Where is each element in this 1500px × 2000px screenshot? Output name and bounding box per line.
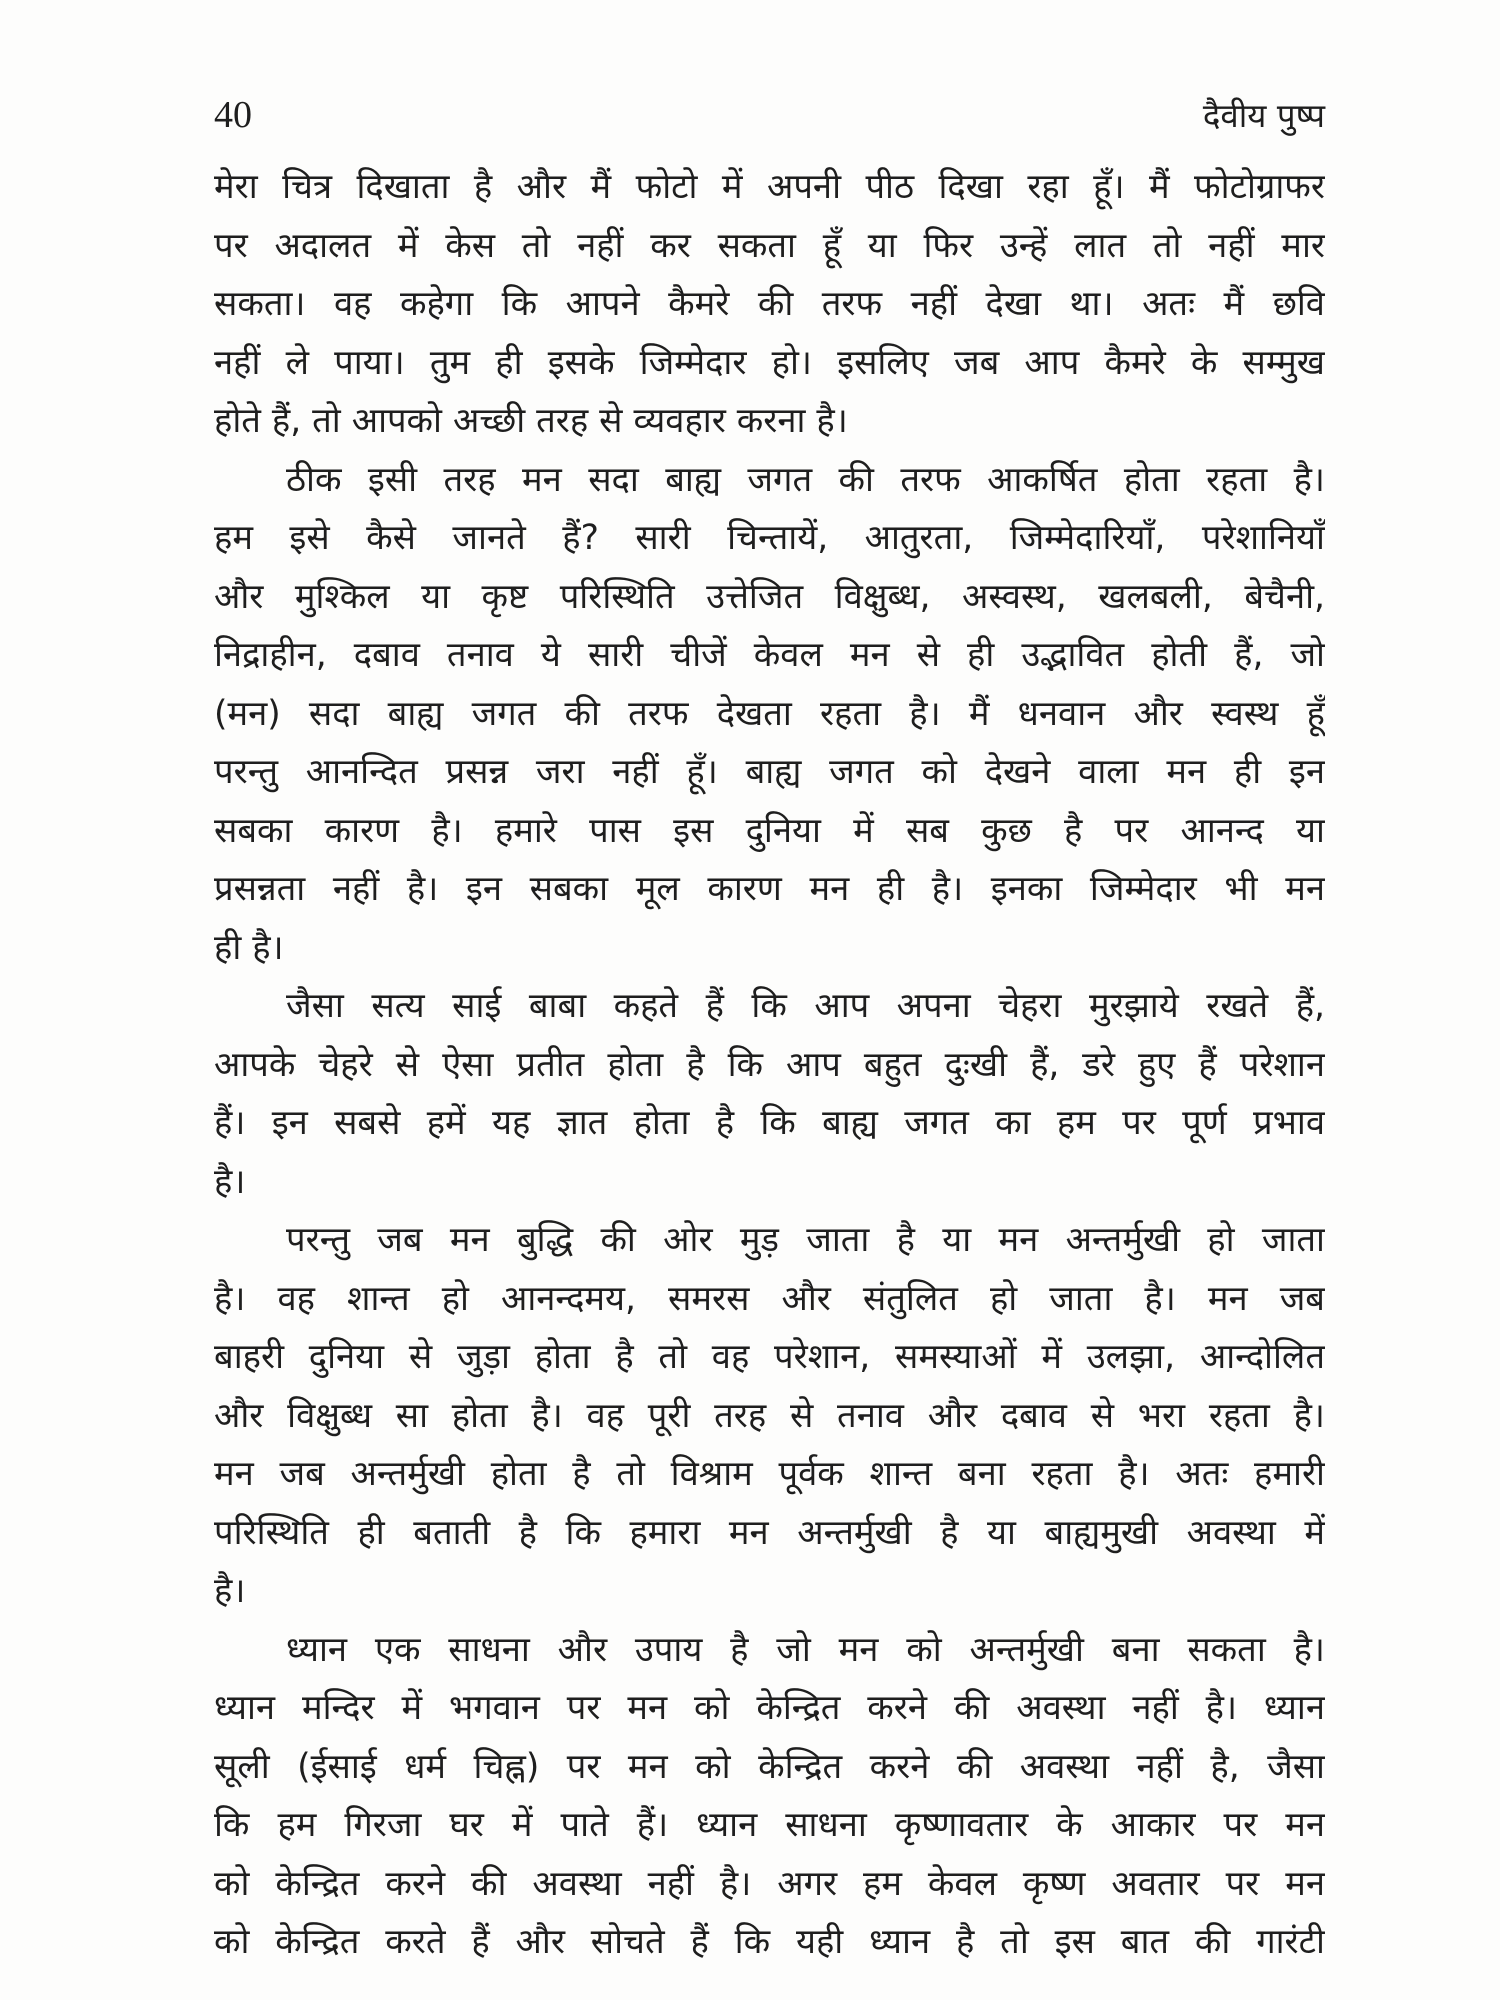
text-line: सकता। वह कहेगा कि आपने कैमरे की तरफ नहीं देखा था। अतः मैं छवि bbox=[214, 284, 1325, 324]
text-line: ठीक इसी तरह मन सदा बाह्य जगत की तरफ आकर्षित होता रहता है। bbox=[286, 459, 1325, 500]
text-line: परन्तु आनन्दित प्रसन्न जरा नहीं हूँ। बाह्य जगत को देखने वाला मन ही इन bbox=[214, 752, 1325, 792]
text-line: जैसा सत्य साई बाबा कहते हैं कि आप अपना चेहरा मुरझाये रखते हैं, bbox=[286, 986, 1325, 1026]
text-line: को केन्द्रित करने की अवस्था नहीं है। अगर हम केवल कृष्ण अवतार पर मन bbox=[214, 1863, 1325, 1904]
text-line: पर अदालत में केस तो नहीं कर सकता हूँ या फिर उन्हें लात तो नहीं मार bbox=[214, 225, 1325, 266]
text-line: होते हैं, तो आपको अच्छी तरह से व्यवहार करना है। bbox=[214, 401, 848, 441]
text-line: ही है। bbox=[214, 927, 284, 968]
book-title: दैवीय पुष्प bbox=[1202, 96, 1325, 135]
paragraph-1 bbox=[214, 158, 1325, 451]
text-line: परिस्थिति ही बताती है कि हमारा मन अन्तर्मुखी है या बाह्यमुखी अवस्था में bbox=[214, 1512, 1325, 1553]
text-line: बाहरी दुनिया से जुड़ा होता है तो वह परेशान, समस्याओं में उलझा, आन्दोलित bbox=[214, 1337, 1325, 1377]
text-line: हम इसे कैसे जानते हैं? सारी चिन्तायें, आतुरता, जिम्मेदारियाँ, परेशानियाँ bbox=[214, 518, 1325, 558]
text-line: को केन्द्रित करते हैं और सोचते हैं कि यही ध्यान है तो इस बात की गारंटी bbox=[214, 1922, 1325, 1962]
page-number: 40 bbox=[214, 94, 252, 136]
text-line: है। bbox=[214, 1161, 246, 1202]
text-line: (मन) सदा बाह्य जगत की तरफ देखता रहता है। मैं धनवान और स्वस्थ हूँ bbox=[214, 693, 1325, 734]
text-line: सबका कारण है। हमारे पास इस दुनिया में सब कुछ है पर आनन्द या bbox=[214, 810, 1325, 851]
body-text bbox=[214, 158, 1325, 1972]
text-line: सूली (ईसाई धर्म चिह्न) पर मन को केन्द्रित करने की अवस्था नहीं है, जैसा bbox=[214, 1746, 1325, 1787]
text-line: ध्यान मन्दिर में भगवान पर मन को केन्द्रित करने की अवस्था नहीं है। ध्यान bbox=[214, 1688, 1325, 1728]
text-line: आपके चेहरे से ऐसा प्रतीत होता है कि आप बहुत दुःखी हैं, डरे हुए हैं परेशान bbox=[214, 1044, 1325, 1085]
text-line: है। वह शान्त हो आनन्दमय, समरस और संतुलित हो जाता है। मन जब bbox=[214, 1278, 1325, 1319]
text-line: प्रसन्नता नहीं है। इन सबका मूल कारण मन ही है। इनका जिम्मेदार भी मन bbox=[214, 869, 1325, 909]
text-line: हैं। इन सबसे हमें यह ज्ञात होता है कि बाह्य जगत का हम पर पूर्ण प्रभाव bbox=[214, 1103, 1325, 1143]
paragraph-4 bbox=[214, 1211, 1325, 1621]
text-line: परन्तु जब मन बुद्धि की ओर मुड़ जाता है या मन अन्तर्मुखी हो जाता bbox=[286, 1220, 1325, 1260]
paragraph-2 bbox=[214, 451, 1325, 978]
text-line: और मुश्किल या कृष्ट परिस्थिति उत्तेजित विक्षुब्ध, अस्वस्थ, खलबली, बेचैनी, bbox=[214, 576, 1325, 617]
text-line: कि हम गिरजा घर में पाते हैं। ध्यान साधना कृष्णावतार के आकार पर मन bbox=[214, 1805, 1325, 1845]
text-line: मेरा चित्र दिखाता है और मैं फोटो में अपनी पीठ दिखा रहा हूँ। मैं फोटोग्राफर bbox=[214, 167, 1325, 207]
running-header bbox=[214, 92, 1325, 142]
paragraph-3 bbox=[214, 977, 1325, 1211]
text-line: और विक्षुब्ध सा होता है। वह पूरी तरह से तनाव और दबाव से भरा रहता है। bbox=[214, 1395, 1325, 1436]
text-line: ध्यान एक साधना और उपाय है जो मन को अन्तर्मुखी बना सकता है। bbox=[286, 1629, 1325, 1670]
text-line: मन जब अन्तर्मुखी होता है तो विश्राम पूर्वक शान्त बना रहता है। अतः हमारी bbox=[214, 1454, 1325, 1494]
text-line: निद्राहीन, दबाव तनाव ये सारी चीजें केवल मन से ही उद्भावित होती हैं, जो bbox=[214, 635, 1325, 675]
text-line: है। bbox=[214, 1571, 246, 1611]
text-line: नहीं ले पाया। तुम ही इसके जिम्मेदार हो। इसलिए जब आप कैमरे के सम्मुख bbox=[214, 342, 1325, 383]
paragraph-5 bbox=[214, 1621, 1325, 1972]
